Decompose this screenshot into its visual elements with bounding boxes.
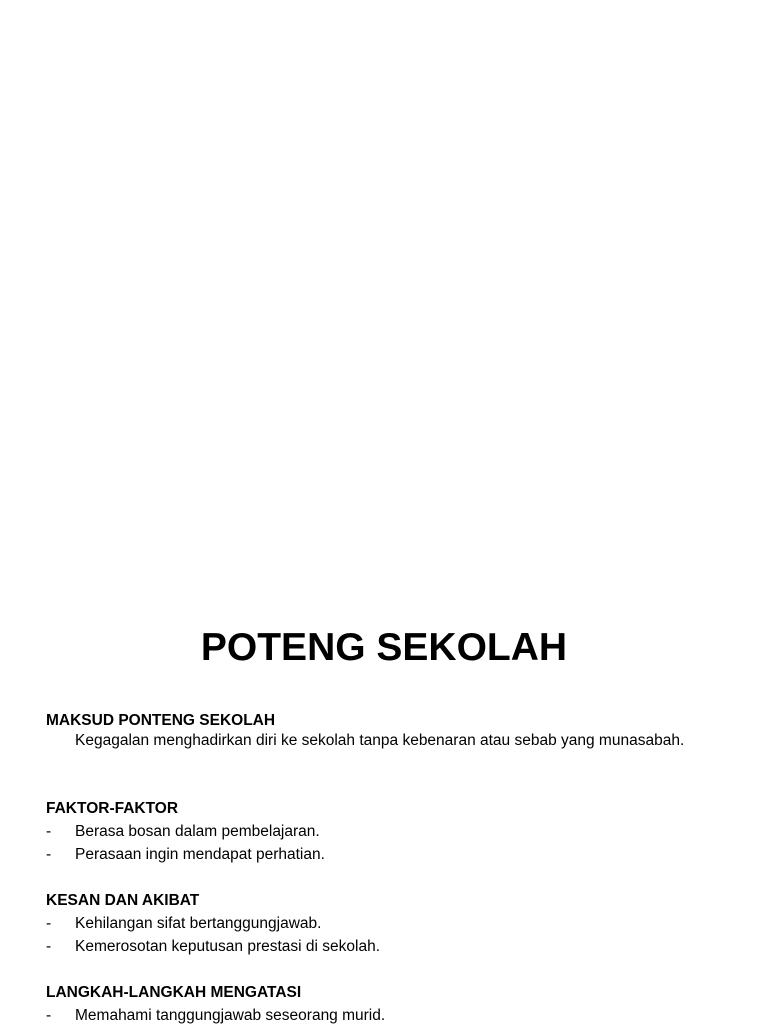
list-item xyxy=(46,820,726,843)
section-heading: FAKTOR-FAKTOR xyxy=(46,800,179,817)
section-definition xyxy=(46,710,726,750)
list-item-text: Kemerosotan keputusan prestasi di sekolah. xyxy=(75,938,381,955)
bullet-dash: - xyxy=(46,1007,52,1024)
bullet-dash: - xyxy=(46,846,52,863)
list-item-text: Perasaan ingin mendapat perhatian. xyxy=(75,846,325,863)
solutions-list xyxy=(46,1004,726,1024)
definition-text: Kegagalan menghadirkan diri ke sekolah tanpa kebenaran atau sebab yang munasabah. xyxy=(75,732,685,749)
list-item-text: Berasa bosan dalam pembelajaran. xyxy=(75,823,320,840)
section-effects xyxy=(46,890,726,958)
section-factors xyxy=(46,798,726,866)
section-solutions xyxy=(46,982,726,1024)
bullet-dash: - xyxy=(46,915,52,932)
factors-list xyxy=(46,820,726,866)
section-heading: KESAN DAN AKIBAT xyxy=(46,892,200,909)
bullet-dash: - xyxy=(46,823,52,840)
bullet-dash: - xyxy=(46,938,52,955)
list-item xyxy=(46,912,726,935)
list-item xyxy=(46,1004,726,1024)
list-item xyxy=(46,843,726,866)
section-heading: LANGKAH-LANGKAH MENGATASI xyxy=(46,984,302,1001)
list-item-text: Memahami tanggungjawab seseorang murid. xyxy=(75,1007,386,1024)
section-heading: MAKSUD PONTENG SEKOLAH xyxy=(46,712,276,729)
list-item-text: Kehilangan sifat bertanggungjawab. xyxy=(75,915,322,932)
list-item xyxy=(46,935,726,958)
page-title: POTENG SEKOLAH xyxy=(200,626,568,669)
effects-list xyxy=(46,912,726,958)
